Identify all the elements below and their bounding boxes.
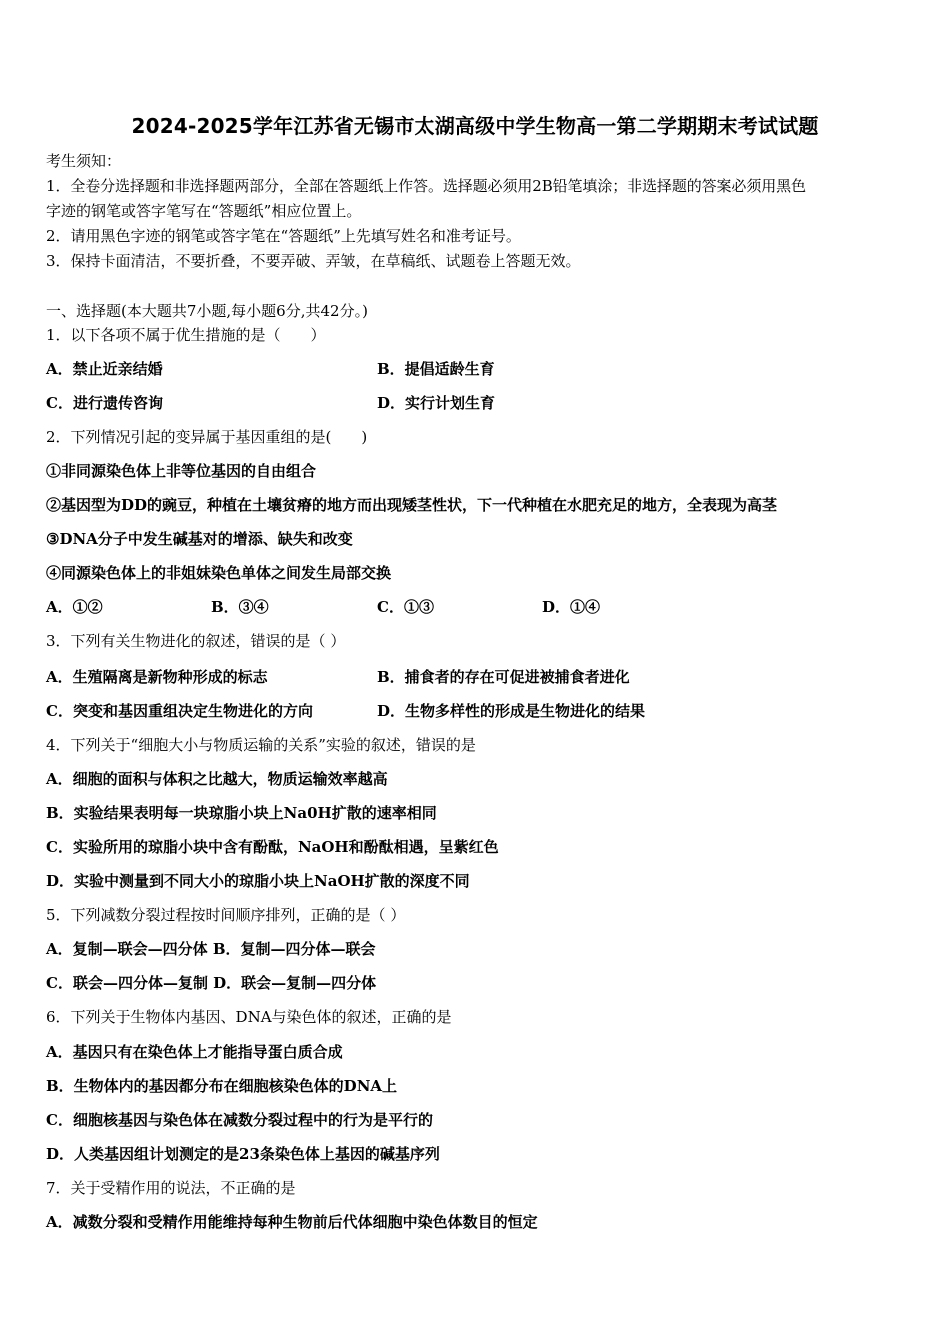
question-4-option-d: D．实验中测量到不同大小的琼脂小块上NaOH扩散的深度不同 [46, 872, 470, 890]
question-6-option-b: B．生物体内的基因都分布在细胞核染色体的DNA上 [46, 1077, 398, 1095]
question-3-stem: 3．下列有关生物进化的叙述，错误的是（ ） [46, 632, 346, 650]
question-2-statement-3: ③DNA分子中发生碱基对的增添、缺失和改变 [46, 530, 353, 548]
question-6-option-a: A．基因只有在染色体上才能指导蛋白质合成 [46, 1043, 343, 1061]
question-4-stem: 4．下列关于“细胞大小与物质运输的关系”实验的叙述，错误的是 [46, 736, 476, 754]
question-4-option-b: B．实验结果表明每一块琼脂小块上Na0H扩散的速率相同 [46, 804, 437, 822]
question-7-stem: 7．关于受精作用的说法，不正确的是 [46, 1179, 296, 1197]
question-2-stem: 2．下列情况引起的变异属于基因重组的是( ) [46, 428, 368, 446]
question-6-option-c: C．细胞核基因与染色体在减数分裂过程中的行为是平行的 [46, 1111, 433, 1129]
question-3-option-b: B．捕食者的存在可促进被捕食者进化 [377, 668, 630, 686]
question-2-statement-4: ④同源染色体上的非姐妹染色单体之间发生局部交换 [46, 564, 392, 582]
question-1-option-a: A．禁止近亲结婚 [46, 360, 163, 378]
notice-item-1: 1．全卷分选择题和非选择题两部分，全部在答题纸上作答。选择题必须用2B铅笔填涂；非选择题的答案必须用黑色 [46, 177, 806, 195]
question-3-option-d: D．生物多样性的形成是生物进化的结果 [377, 702, 646, 720]
question-7-option-a: A．减数分裂和受精作用能维持每种生物前后代体细胞中染色体数目的恒定 [46, 1213, 538, 1231]
page-title: 2024-2025学年江苏省无锡市太湖高级中学生物高一第二学期期末考试试题 [131, 114, 819, 138]
question-2-option-d: D．①④ [542, 598, 601, 616]
question-2-option-b: B．③④ [211, 598, 269, 616]
question-3-option-c: C．突变和基因重组决定生物进化的方向 [46, 702, 313, 720]
notice-heading: 考生须知： [46, 152, 122, 170]
notice-item-2: 2．请用黑色字迹的钢笔或答字笔在“答题纸”上先填写姓名和准考证号。 [46, 227, 521, 245]
question-2-option-c: C．①③ [377, 598, 434, 616]
notice-item-3: 3．保持卡面清洁，不要折叠，不要弄破、弄皱，在草稿纸、试题卷上答题无效。 [46, 252, 581, 270]
section-heading: 一、选择题(本大题共7小题,每小题6分,共42分。) [46, 302, 368, 320]
question-2-option-a: A．①② [46, 598, 103, 616]
question-2-statement-1: ①非同源染色体上非等位基因的自由组合 [46, 462, 317, 480]
question-1-option-d: D．实行计划生育 [377, 394, 496, 412]
question-6-option-d: D．人类基因组计划测定的是23条染色体上基因的碱基序列 [46, 1145, 440, 1163]
question-2-statement-2: ②基因型为DD的豌豆，种植在土壤贫瘠的地方而出现矮茎性状，下一代种植在水肥充足的地方，全表现为高茎 [46, 496, 778, 514]
question-6-stem: 6．下列关于生物体内基因、DNA与染色体的叙述，正确的是 [46, 1008, 452, 1026]
question-1-option-c: C．进行遗传咨询 [46, 394, 163, 412]
question-4-option-c: C．实验所用的琼脂小块中含有酚酞，NaOH和酚酞相遇，呈紫红色 [46, 838, 499, 856]
question-4-option-a: A．细胞的面积与体积之比越大，物质运输效率越高 [46, 770, 388, 788]
question-5-stem: 5．下列减数分裂过程按时间顺序排列，正确的是（ ） [46, 906, 406, 924]
question-3-option-a: A．生殖隔离是新物种形成的标志 [46, 668, 268, 686]
question-1-stem: 1．以下各项不属于优生措施的是（ ） [46, 326, 326, 344]
question-5-options-cd: C．联会—四分体—复制 D．联会—复制—四分体 [46, 974, 377, 992]
question-1-option-b: B．提倡适龄生育 [377, 360, 495, 378]
question-5-options-ab: A．复制—联会—四分体 B．复制—四分体—联会 [46, 940, 376, 958]
notice-item-1-cont: 字迹的钢笔或答字笔写在“答题纸”相应位置上。 [46, 202, 362, 220]
